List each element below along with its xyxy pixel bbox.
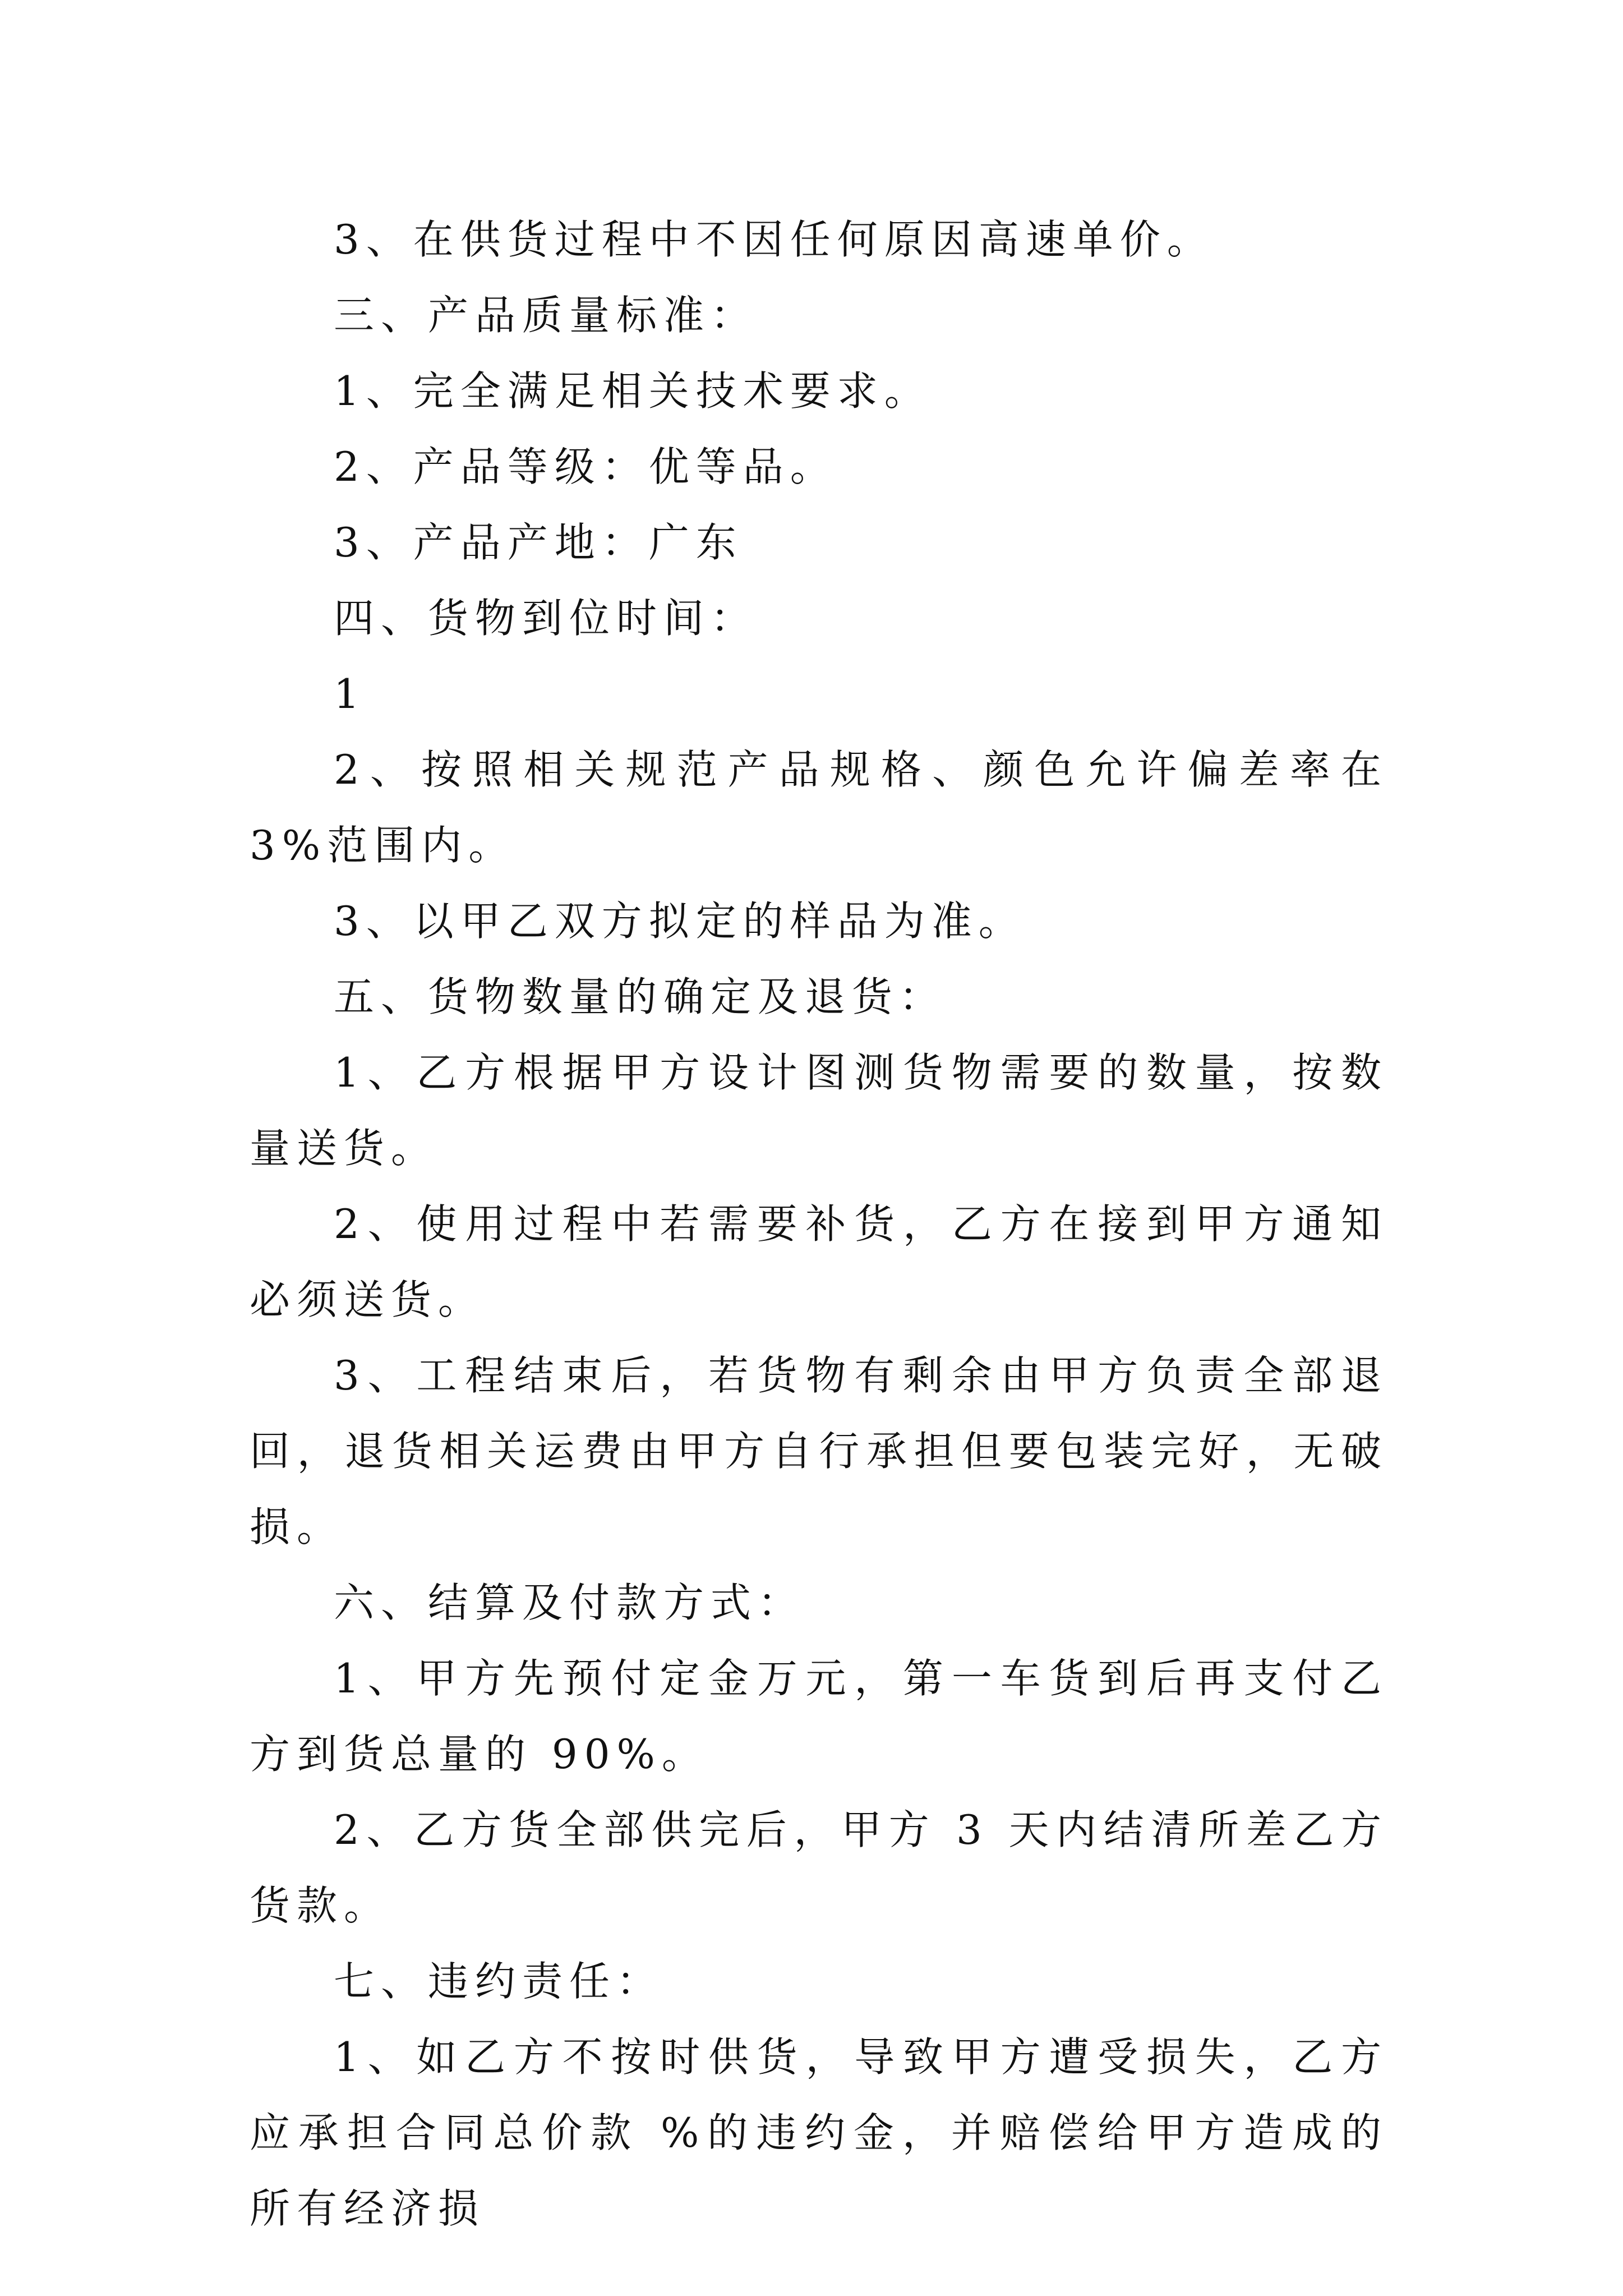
paragraph-deposit: 1、甲方先预付定金万元，第一车货到后再支付乙方到货总量的 90%。: [250, 1655, 1388, 1778]
heading-payment-terms: 六、结算及付款方式：: [334, 1579, 805, 1626]
paragraph-delivery-item-1: 1: [334, 670, 366, 717]
paragraph-final-payment: 2、乙方货全部供完后，甲方 3 天内结清所差乙方货款。: [250, 1806, 1388, 1929]
paragraph-quantity-delivery: 1、乙方根据甲方设计图测货物需要的数量，按数量送货。: [250, 1049, 1388, 1172]
document-body: [250, 202, 1388, 2247]
paragraph-product-grade: 2、产品等级：优等品。: [334, 443, 837, 490]
heading-quality-standard: 三、产品质量标准：: [334, 292, 758, 339]
paragraph-product-origin: 3、产品产地：广东: [334, 519, 743, 566]
paragraph-price-fixed: 3、在供货过程中不因任何原因高速单价。: [334, 216, 1214, 263]
paragraph-late-delivery-penalty: 1、如乙方不按时供货，导致甲方遭受损失，乙方应承担合同总价款 %的违约金，并赔偿给甲方造成的所有经济损: [250, 2033, 1388, 2232]
paragraph-tolerance: 2、按照相关规范产品规格、颜色允许偏差率在 3%范围内。: [250, 746, 1388, 869]
paragraph-sample-standard: 3、以甲乙双方拟定的样品为准。: [334, 898, 1026, 945]
heading-delivery-time: 四、货物到位时间：: [334, 595, 758, 642]
heading-breach-liability: 七、违约责任：: [334, 1958, 664, 2005]
paragraph-returns: 3、工程结束后，若货物有剩余由甲方负责全部退回，退货相关运费由甲方自行承担但要包装完好，无破损。: [250, 1352, 1388, 1550]
paragraph-technical-requirements: 1、完全满足相关技术要求。: [334, 367, 932, 415]
heading-quantity-returns: 五、货物数量的确定及退货：: [334, 973, 947, 1020]
paragraph-replenishment: 2、使用过程中若需要补货，乙方在接到甲方通知必须送货。: [250, 1200, 1388, 1323]
